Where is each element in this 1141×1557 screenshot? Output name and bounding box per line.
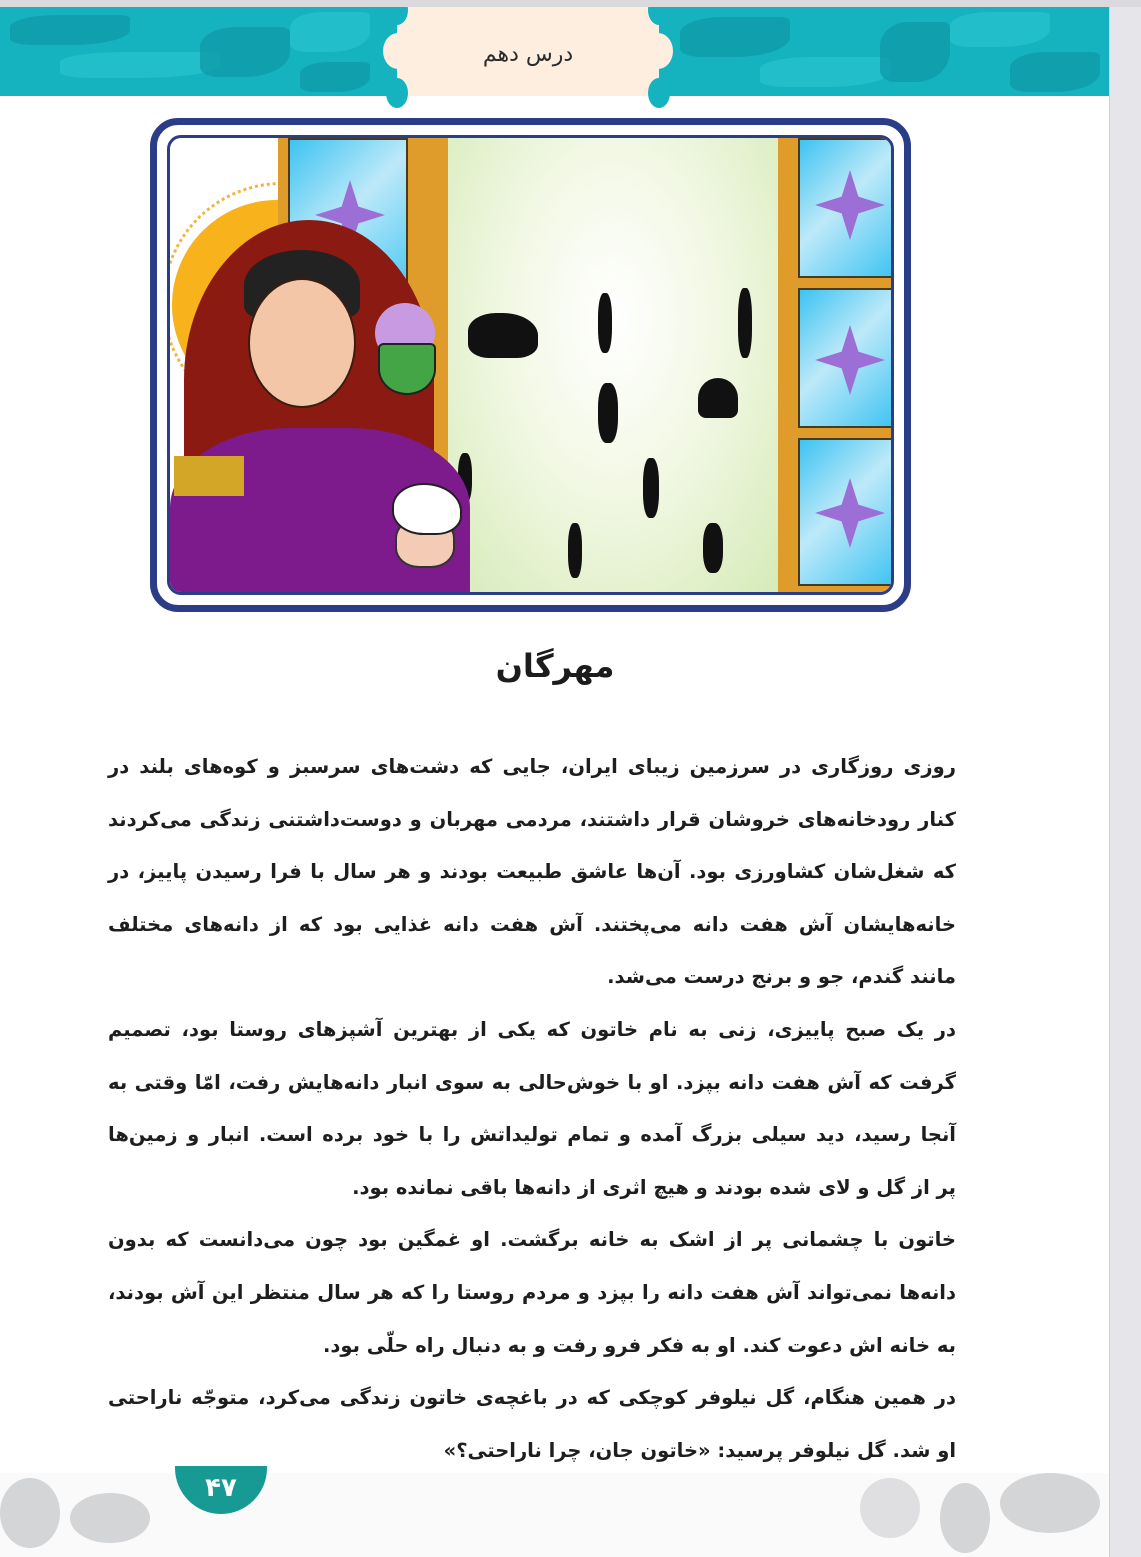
farmer-silhouette [703, 523, 723, 573]
texture-pattern [760, 57, 890, 87]
text-line: کنار رودخانه‌های خروشان قرار داشتند، مردمی مهربان و دوست‌داشتنی زندگی می‌کردند [108, 807, 956, 831]
texture-pattern [680, 17, 790, 57]
paragraph [108, 741, 956, 1004]
farm-scene [448, 138, 778, 592]
stained-glass-right-2 [798, 288, 894, 428]
text-line: روزی روزگاری در سرزمین زیبای ایران، جایی که دشت‌های سرسبز و کوه‌های بلند در [108, 755, 956, 778]
footer-floral-pattern [1000, 1473, 1100, 1533]
lesson-label: درس دهم [482, 42, 574, 67]
illustration-inner-frame [167, 135, 894, 595]
footer-floral-pattern [70, 1493, 150, 1543]
texture-pattern [10, 15, 130, 45]
footer-band [0, 1473, 1110, 1557]
texture-pattern [950, 12, 1050, 47]
woman-face [248, 278, 356, 408]
text-line: دانه‌ها نمی‌تواند آش هفت دانه را بپزد و مردم روستا را که هر سال منتظر این آش بودند، [108, 1280, 956, 1304]
viewer-top-edge [0, 0, 1141, 7]
paragraph [108, 1214, 956, 1372]
text-line: خانه‌هایشان آش هفت دانه می‌پختند. آش هفت دانه غذایی بود که از دانه‌های مختلف [108, 912, 956, 936]
footer-floral-pattern [0, 1478, 60, 1548]
lesson-number-badge [397, 7, 659, 96]
farmer-silhouette [738, 288, 752, 358]
text-line: خاتون با چشمانی پر از اشک به خانه برگشت. او غمگین بود چون می‌دانست که بدون [108, 1228, 956, 1252]
texture-pattern [200, 27, 290, 77]
stained-glass-right-3 [798, 438, 894, 586]
texture-pattern [880, 22, 950, 82]
text-line: پر از گل و لای شده بودند و هیچ اثری از دانه‌ها باقی نمانده بود. [352, 1175, 956, 1199]
book-page [0, 7, 1110, 1557]
lesson-illustration [150, 118, 911, 612]
farmer-silhouette [598, 383, 618, 443]
stained-glass-right-1 [798, 138, 894, 278]
farmer-silhouette [598, 293, 612, 353]
star-motif [815, 478, 885, 548]
paragraph [108, 1004, 956, 1214]
texture-pattern [60, 52, 220, 78]
footer-floral-pattern [940, 1483, 990, 1553]
text-line: آنجا رسید، دید سیلی بزرگ آمده و تمام تولیداتش را با خود برده است. انبار و زمین‌ها [108, 1123, 956, 1147]
text-line: به خانه اش دعوت کند. او به فکر فرو رفت و به دنبال راه حلّی بود. [323, 1333, 956, 1357]
text-line: که شغل‌شان کشاورزی بود. آن‌ها عاشق طبیعت بودند و هر سال با فرا رسیدن پاییز، در [108, 860, 956, 884]
story-text [108, 741, 956, 1477]
paragraph [108, 1372, 956, 1477]
lesson-title: مهرگان [495, 647, 615, 685]
text-line: مانند گندم، جو و برنج درست می‌شد. [607, 965, 956, 989]
texture-pattern [1010, 52, 1100, 92]
footer-floral-pattern [860, 1478, 920, 1538]
flower-cup [378, 343, 436, 395]
texture-pattern [290, 12, 370, 52]
text-line: گرفت که آش هفت دانه بپزد. او با خوش‌حالی به سوی انبار دانه‌هایش رفت، امّا وقتی به [108, 1070, 956, 1094]
woman-armband [174, 456, 244, 496]
farmer-silhouette [643, 458, 659, 518]
text-line: در همین هنگام، گل نیلوفر کوچکی که در باغچه‌ی خاتون زندگی می‌کرد، متوجّه ناراحتی [108, 1386, 956, 1410]
star-motif [815, 170, 885, 240]
texture-pattern [300, 62, 370, 92]
text-line: در یک صبح پاییزی، زنی به نام خاتون که یکی از بهترین آشپزهای روستا بود، تصمیم [108, 1017, 956, 1041]
farmer-silhouette [568, 523, 582, 578]
text-line: او شد. گل نیلوفر پرسید: «خاتون جان، چرا ناراحتی؟» [443, 1438, 956, 1462]
star-motif [815, 325, 885, 395]
ox-silhouette [468, 313, 538, 358]
farmer-silhouette [698, 378, 738, 418]
page-number: ۴۷ [205, 1473, 237, 1503]
